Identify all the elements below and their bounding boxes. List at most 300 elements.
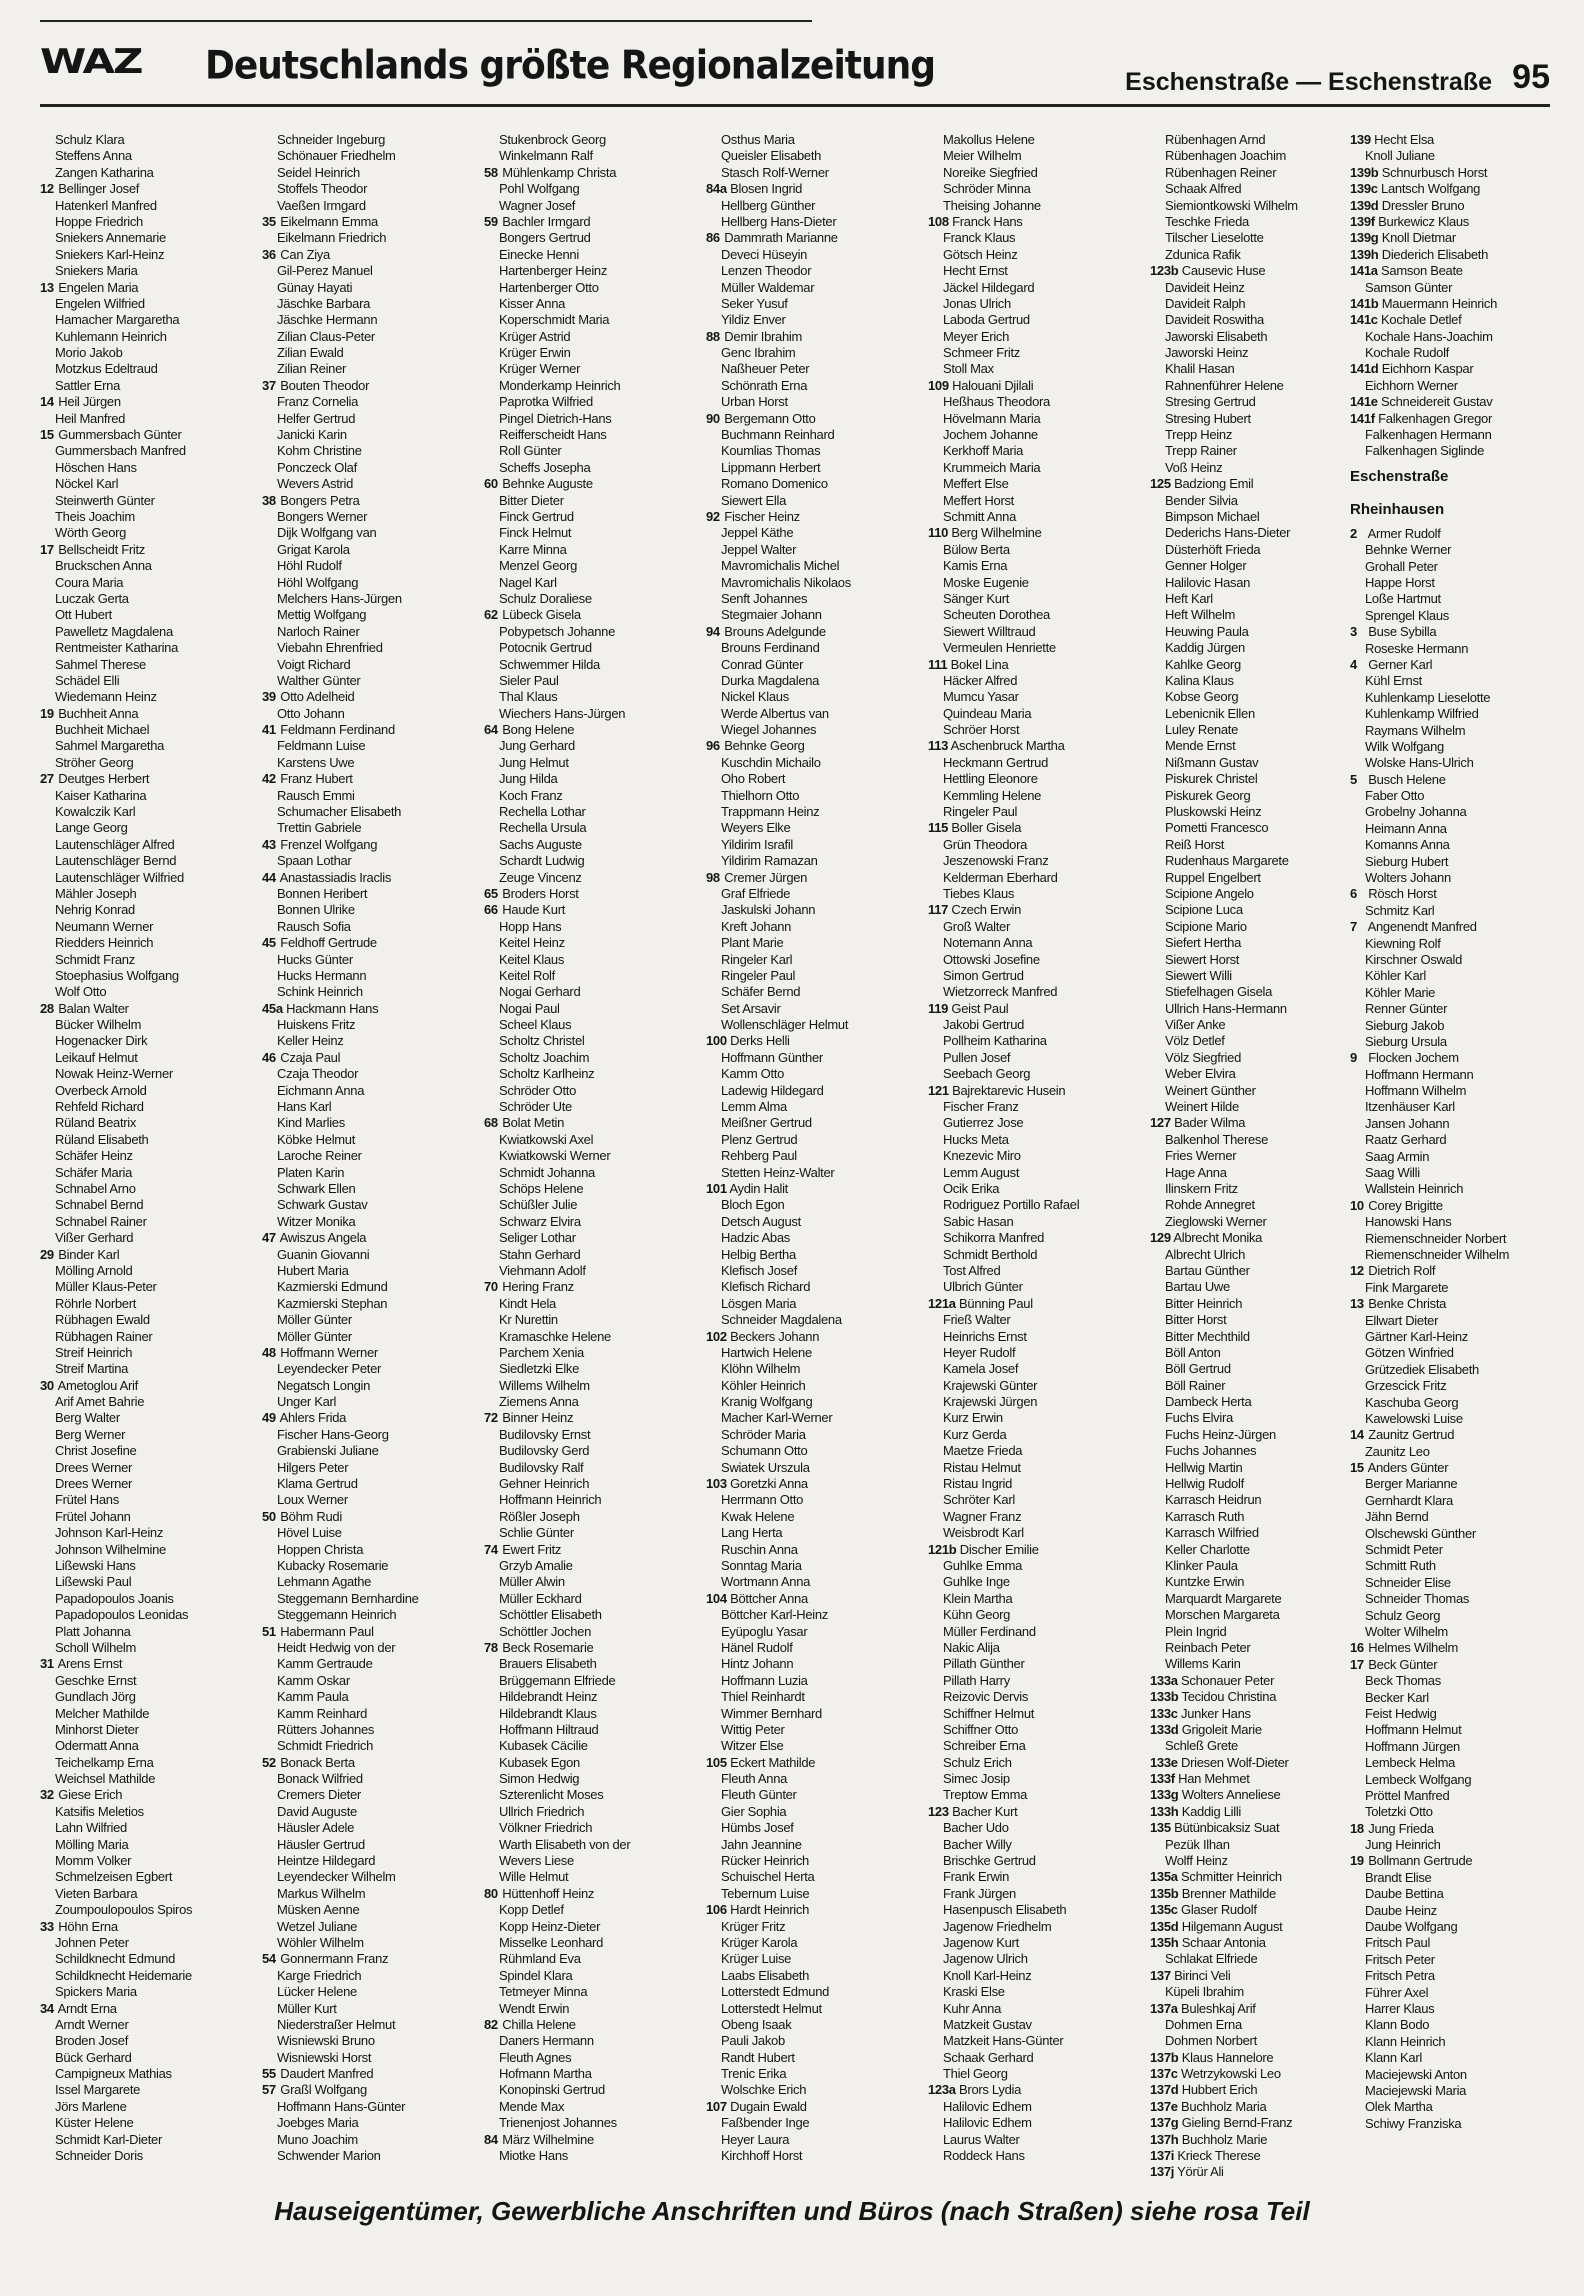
resident-entry: Viehmann Adolf [499,1262,586,1278]
house-number: 137 [1150,1967,1171,1983]
resident-entry: Albrecht Ulrich [1165,1246,1246,1262]
resident-entry: Simon Gertrud [943,967,1024,983]
resident-entry: Schneider Elise [1365,1574,1451,1590]
house-number: 141c [1350,312,1378,328]
resident-entry: Kalina Klaus [1165,672,1234,688]
resident-entry: Randt Hubert [721,2049,795,2065]
resident-entry: Jeszenowski Franz [943,853,1049,869]
resident-entry: Karre Minna [499,541,567,557]
resident-entry: Nakic Alija [943,1639,1000,1655]
resident-entry: Karstens Uwe [277,754,355,770]
resident-entry: 115 Boller Gisela [928,820,1022,836]
resident-entry: Schäfer Maria [55,1164,133,1180]
house-number: 121a [928,1295,956,1311]
house-number: 42 [262,771,276,787]
resident-entry: Wagner Josef [499,197,576,213]
resident-entry: Romano Domenico [721,476,828,492]
resident-entry: Wevers Astrid [277,476,354,492]
resident-entry: Walther Günter [277,672,361,688]
resident-entry: Jaworski Elisabeth [1165,328,1268,344]
resident-entry: Hoffmann Hans-Günter [277,2098,406,2114]
house-number: 141a [1350,263,1378,279]
resident-entry: Kramaschke Helene [499,1328,611,1344]
resident-entry: Siewert Horst [1165,951,1240,967]
resident-entry: Hoppe Friedrich [55,213,143,229]
resident-entry: Szterenlicht Moses [499,1787,604,1803]
resident-entry: 109 Halouani Djilali [928,377,1034,393]
resident-entry: 54 Gonnermann Franz [262,1951,389,1967]
resident-entry: Knezevic Miro [943,1148,1021,1164]
house-number: 121b [928,1541,957,1557]
resident-entry: Lange Georg [55,820,128,836]
resident-entry: Wallstein Heinrich [1365,1181,1464,1197]
resident-entry: Hoffmann Heinrich [499,1492,602,1508]
house-number: 133f [1150,1771,1175,1787]
resident-entry: 12 Bellinger Josef [40,181,140,197]
house-number: 102 [706,1328,727,1344]
resident-entry: 113 Aschenbruck Martha [928,738,1065,754]
resident-entry: Neumann Werner [55,918,154,934]
resident-entry: Thiel Reinhardt [721,1689,805,1705]
resident-entry: 78 Beck Rosemarie [484,1639,594,1655]
resident-entry: Treptow Emma [943,1787,1028,1803]
resident-entry: Drees Werner [55,1459,133,1475]
resident-entry: Monderkamp Heinrich [499,377,621,393]
resident-entry: Schneider Thomas [1365,1591,1470,1607]
resident-entry: 33 Höhn Erna [40,1918,118,1934]
house-number: 4 [1350,656,1357,672]
house-number: 115 [928,820,949,836]
resident-entry: Durka Magdalena [721,672,820,688]
resident-entry: 135d Hilgemann August [1150,1918,1283,1934]
resident-entry: Buchmann Reinhard [721,427,835,443]
resident-entry: 139g Knoll Dietmar [1350,230,1456,246]
resident-entry: Kiewning Rolf [1365,935,1441,951]
resident-entry: Helfer Gertrud [277,410,356,426]
house-number: 90 [706,410,720,426]
resident-entry: Becker Karl [1365,1689,1429,1705]
resident-entry: Schröder Minna [943,181,1031,197]
resident-entry: Hogenacker Dirk [55,1033,148,1049]
resident-entry: Steggemann Heinrich [277,1607,397,1623]
resident-entry: Sahmel Margaretha [55,738,165,754]
resident-entry: Nißmann Gustav [1165,754,1259,770]
resident-entry: Jaskulski Johann [721,902,816,918]
resident-entry: Weber Elvira [1165,1066,1236,1082]
resident-entry: Guhlke Inge [943,1574,1010,1590]
resident-entry: Stiefelhagen Gisela [1165,984,1273,1000]
resident-entry: 141b Mauermann Heinrich [1350,295,1498,311]
resident-entry: Kaiser Katharina [55,787,147,803]
resident-entry: Hoffmann Jürgen [1365,1738,1460,1754]
resident-entry: Meißner Gertrud [721,1115,812,1131]
resident-entry: Willems Wilhelm [499,1377,590,1393]
resident-entry: Ellwart Dieter [1365,1312,1439,1328]
resident-entry: Wolters Johann [1365,870,1451,886]
resident-entry: Fuchs Heinz-Jürgen [1165,1426,1276,1442]
resident-entry: Vermeulen Henriette [943,640,1056,656]
resident-entry: Ullrich Hans-Hermann [1165,1000,1287,1016]
resident-entry: Zilian Reiner [277,361,347,377]
resident-entry: 121b Discher Emilie [928,1541,1039,1557]
resident-entry: 110 Berg Wilhelmine [928,525,1042,541]
resident-entry: Schmelzeisen Egbert [55,1869,173,1885]
house-number: 139g [1350,230,1379,246]
resident-entry: Siewert Willtraud [943,623,1036,639]
resident-entry: Krüger Luise [721,1951,792,1967]
resident-entry: Krüger Astrid [499,328,571,344]
resident-entry: Olek Martha [1365,2099,1433,2115]
resident-entry: Kopp Heinz-Dieter [499,1918,601,1934]
house-number: 135h [1150,1934,1179,1950]
resident-entry: Franck Klaus [943,230,1016,246]
resident-entry: Luczak Gerta [55,590,129,606]
resident-entry: Böll Gertrud [1165,1361,1231,1377]
resident-entry: Morio Jakob [55,345,123,361]
resident-entry: Hanowski Hans [1365,1214,1452,1230]
resident-entry: Karrasch Ruth [1165,1508,1245,1524]
resident-entry: 125 Badziong Emil [1150,476,1254,492]
resident-entry: Berg Walter [55,1410,120,1426]
resident-entry: Zoumpoulopoulos Spiros [55,1902,193,1918]
resident-entry: Wolf Otto [55,984,107,1000]
resident-entry: Gernhardt Klara [1365,1492,1453,1508]
resident-entry: 74 Ewert Fritz [484,1541,562,1557]
resident-entry: Jakobi Gertrud [943,1017,1025,1033]
resident-entry: Heimann Anna [1365,820,1447,836]
resident-entry: Schmidt Franz [55,951,135,967]
house-number: 54 [262,1951,276,1967]
resident-entry: Fuchs Johannes [1165,1443,1257,1459]
resident-entry: Urban Horst [721,394,788,410]
resident-entry: Schöps Helene [499,1181,584,1196]
resident-entry: Sabic Hasan [943,1213,1014,1229]
resident-entry: 100 Derks Helli [706,1033,790,1049]
resident-entry: Renner Günter [1365,1001,1448,1017]
resident-entry: Sänger Kurt [943,590,1010,606]
resident-entry: Schröder Otto [499,1082,577,1098]
resident-entry: Schink Heinrich [277,984,363,1000]
house-number: 135c [1150,1902,1178,1918]
resident-entry: Rühmland Eva [499,1951,581,1967]
resident-entry: Thal Klaus [499,689,558,705]
resident-entry: Hoffmann Helmut [1365,1722,1462,1738]
resident-entry: Rahnenführer Helene [1165,377,1284,393]
directory-column-1 [40,132,256,2164]
resident-entry: Minhorst Dieter [55,1721,139,1737]
resident-entry: Berg Werner [55,1426,126,1442]
resident-entry: 121a Bünning Paul [928,1295,1033,1311]
resident-entry: Steinwerth Günter [55,492,155,508]
resident-entry: Rübhagen Ewald [55,1312,150,1328]
resident-entry: Müller Eckhard [499,1590,582,1606]
resident-entry: Fuchs Elvira [1165,1410,1233,1426]
resident-entry: 102 Beckers Johann [706,1328,820,1344]
resident-entry: 104 Böttcher Anna [706,1590,808,1606]
house-number: 133g [1150,1787,1179,1803]
resident-entry: Schuischel Herta [721,1869,815,1885]
resident-entry: Katsifis Meletios [55,1803,144,1819]
house-number: 133d [1150,1721,1179,1737]
resident-entry: Niederstraßer Helmut [277,2016,396,2032]
resident-entry: Yildiz Enver [721,312,786,328]
resident-entry: Schiffner Helmut [943,1705,1035,1721]
resident-entry: Budilovsky Ralf [499,1459,584,1475]
resident-entry: Reifferscheidt Hans [499,427,607,443]
resident-entry: Bücker Wilhelm [55,1017,142,1033]
resident-entry: Röhrle Norbert [55,1295,137,1311]
house-number: 139d [1350,197,1379,213]
resident-entry: Wendt Erwin [499,2000,570,2016]
house-number: 33 [40,1918,54,1934]
resident-entry: Johnson Karl-Heinz [55,1525,164,1541]
resident-entry: Trappmann Heinz [721,804,820,820]
house-number: 47 [262,1230,276,1246]
resident-entry: Bongers Gertrud [499,230,591,246]
resident-entry: Pobypetsch Johanne [499,623,616,639]
resident-entry: Brauers Elisabeth [499,1656,597,1672]
resident-entry: Fischer Franz [943,1099,1019,1115]
house-number: 110 [928,525,949,541]
resident-entry: Hoffmann Günther [721,1049,823,1065]
resident-entry: Feldmann Luise [277,738,366,754]
resident-entry: Kuhlenkamp Lieselotte [1365,689,1491,705]
resident-entry: Nickel Klaus [721,689,789,705]
resident-entry: Wolff Heinz [1165,1853,1228,1869]
resident-entry: Deveci Hüseyin [721,246,808,262]
resident-entry: 41 Feldmann Ferdinand [262,722,395,738]
resident-entry: Fleuth Günter [721,1787,797,1803]
resident-entry: Schwemmer Hilda [499,656,600,672]
resident-entry: Grützediek Elisabeth [1365,1361,1479,1377]
resident-entry: Matzkeit Hans-Günter [943,2033,1064,2049]
resident-entry: Scholtz Karlheinz [499,1066,595,1082]
house-number: 7 [1350,919,1357,935]
resident-entry: Brischke Gertrud [943,1853,1036,1869]
house-number: 18 [1350,1820,1364,1836]
resident-entry: 133c Junker Hans [1150,1705,1251,1721]
resident-entry: Voß Heinz [1165,459,1223,475]
resident-entry: Kraski Else [943,1984,1005,2000]
resident-entry: Pometti Francesco [1165,820,1269,836]
resident-entry: Kemmling Helene [943,787,1042,803]
resident-entry: Coura Maria [55,574,124,590]
resident-entry: Ristau Ingrid [943,1476,1013,1492]
resident-entry: Konopinski Gertrud [499,2082,605,2098]
resident-entry: Olschewski Günther [1365,1525,1476,1541]
house-number: 37 [262,377,276,393]
resident-entry: Genner Holger [1165,558,1247,574]
resident-entry: Scipione Angelo [1165,885,1254,901]
resident-entry: Menzel Georg [499,558,578,574]
resident-entry: Feist Hedwig [1365,1705,1437,1721]
resident-entry: Rausch Emmi [277,787,355,803]
resident-entry: Stresing Gertrud [1165,394,1256,410]
resident-entry: Buchheit Michael [55,722,150,738]
resident-entry: Häusler Adele [277,1820,355,1836]
resident-entry: Pillath Günther [943,1656,1025,1672]
resident-entry: Daube Wolfgang [1365,1919,1458,1935]
resident-entry: Vaeßen Irmgard [277,197,366,213]
house-number: 16 [1350,1640,1364,1656]
resident-entry: Müller Klaus-Peter [55,1279,157,1295]
house-number: 2 [1350,525,1357,541]
resident-entry: Weinert Günther [1165,1082,1256,1098]
resident-entry: Unger Karl [277,1394,337,1410]
resident-entry: Meffert Horst [943,492,1014,508]
resident-entry: Tost Alfred [943,1262,1001,1278]
house-number: 60 [484,476,498,492]
resident-entry: Sahmel Therese [55,656,146,672]
resident-entry: 70 Hering Franz [484,1279,574,1295]
resident-entry: Motzkus Edeltraud [55,361,158,377]
resident-entry: Queisler Elisabeth [721,148,822,164]
resident-entry: Ullrich Friedrich [499,1803,585,1819]
resident-entry: 52 Bonack Berta [262,1754,355,1770]
resident-entry: Fritsch Paul [1365,1935,1431,1951]
house-number: 137c [1150,2066,1178,2082]
house-number: 55 [262,2066,276,2082]
resident-entry: Leyendecker Wilhelm [277,1869,396,1885]
resident-entry: Happe Horst [1365,574,1435,590]
resident-entry: Klann Karl [1365,2050,1422,2066]
resident-entry: Schröder Ute [499,1099,572,1115]
resident-entry: Meffert Else [943,476,1009,492]
resident-entry: Wimmer Bernhard [721,1705,822,1721]
house-number: 32 [40,1787,54,1803]
resident-entry: Kindt Hela [499,1295,556,1311]
resident-entry: Böll Anton [1165,1344,1221,1360]
resident-entry: Bacher Udo [943,1820,1009,1836]
resident-entry: Ringeler Karl [721,951,793,967]
resident-entry: Hellwig Rudolf [1165,1476,1244,1492]
resident-entry: Papadopoulos Leonidas [55,1607,189,1623]
resident-entry: Schönrath Erna [721,377,808,393]
resident-entry: 7 Angenendt Manfred [1350,919,1477,935]
resident-entry: Rehfeld Richard [55,1099,144,1115]
resident-entry: 119 Geist Paul [928,1000,1009,1016]
resident-entry: Arif Amet Bahrie [55,1394,145,1410]
resident-entry: Karrasch Wilfried [1165,1525,1259,1541]
resident-entry: Czaja Theodor [277,1066,359,1082]
resident-entry: Kawelowski Luise [1365,1410,1463,1426]
resident-entry: Theis Joachim [55,508,135,524]
resident-entry: Karrasch Heidrun [1165,1492,1262,1508]
resident-entry: Werde Albertus van [721,705,829,721]
house-number: 133h [1150,1803,1179,1819]
resident-entry: 127 Bader Wilma [1150,1115,1246,1131]
resident-entry: Kahlke Georg [1165,656,1241,672]
resident-entry: Teichelkamp Erna [55,1754,154,1770]
resident-entry: Schardt Ludwig [499,853,585,869]
resident-entry: Frank Jürgen [943,1885,1016,1901]
resident-entry: 141a Samson Beate [1350,263,1463,279]
resident-entry: Schmitt Ruth [1365,1558,1436,1574]
resident-entry: Sachs Auguste [499,836,582,852]
directory-column-6 [1150,132,1366,2181]
resident-entry: Schneider Ingeburg [277,132,386,147]
resident-entry: Franz Cornelia [277,394,359,410]
resident-entry: Häusler Gertrud [277,1836,365,1852]
house-number: 113 [928,738,949,754]
resident-entry: Budilovsky Gerd [499,1443,590,1459]
house-number: 3 [1350,624,1357,640]
house-number: 139c [1350,181,1378,197]
resident-entry: Momm Volker [55,1853,132,1869]
resident-entry: Rübenhagen Arnd [1165,132,1266,147]
resident-entry: Graf Elfriede [721,885,791,901]
resident-entry: Weisbrodt Karl [943,1525,1024,1541]
house-number: 45 [262,935,276,951]
resident-entry: 135h Schaar Antonia [1150,1934,1266,1950]
house-number: 30 [40,1377,54,1393]
resident-entry: Schwarz Elvira [499,1213,581,1229]
resident-entry: Roddeck Hans [943,2148,1025,2164]
house-number: 108 [928,213,949,229]
resident-entry: 28 Balan Walter [40,1000,129,1016]
house-number: 12 [40,181,54,197]
resident-entry: Vißer Gerhard [55,1230,134,1246]
resident-entry: Schmidt Peter [1365,1542,1443,1558]
resident-entry: Lenzen Theodor [721,263,812,279]
resident-entry: Bonack Wilfried [277,1771,363,1787]
resident-entry: Hasenpusch Elisabeth [943,1902,1067,1918]
resident-entry: 17 Beck Günter [1350,1656,1438,1672]
resident-entry: Steggemann Bernhardine [277,1590,419,1606]
resident-entry: Schmidt Karl-Dieter [55,2131,162,2147]
resident-entry: Spickers Maria [55,1984,137,2000]
resident-entry: Kuntzke Erwin [1165,1574,1245,1590]
resident-entry: Scheel Klaus [499,1017,572,1033]
resident-entry: Kazmierski Edmund [277,1279,388,1295]
house-number: 119 [928,1000,949,1016]
resident-entry: Heßhaus Theodora [943,394,1050,410]
resident-entry: Nogai Gerhard [499,984,581,1000]
resident-entry: 123b Causevic Huse [1150,263,1266,279]
resident-entry: 62 Lübeck Gisela [484,607,581,623]
resident-entry: Ilinskern Fritz [1165,1181,1238,1196]
resident-entry: Jonas Ulrich [943,295,1011,311]
resident-entry: Klein Martha [943,1590,1013,1606]
house-number: 12 [1350,1263,1364,1279]
resident-entry: Keller Heinz [277,1033,344,1049]
house-number: 106 [706,1902,727,1918]
resident-entry: Misselke Leonhard [499,1934,604,1950]
resident-entry: Hintz Johann [721,1656,794,1672]
resident-entry: Wille Helmut [499,1869,569,1885]
resident-entry: Otto Johann [277,705,345,721]
resident-entry: 108 Franck Hans [928,213,1023,229]
house-number: 135a [1150,1869,1178,1885]
resident-entry: 4 Gerner Karl [1350,656,1433,672]
resident-entry: 117 Czech Erwin [928,902,1022,918]
resident-entry: Simec Josip [943,1771,1010,1787]
resident-entry: Engelen Wilfried [55,295,145,311]
resident-entry: Rübenhagen Joachim [1165,148,1287,164]
house-number: 64 [484,722,498,738]
resident-entry: Tilscher Lieselotte [1165,230,1264,246]
resident-entry: Nöckel Karl [55,476,119,492]
resident-entry: Jäschke Barbara [277,295,371,311]
resident-entry: Müller Alwin [499,1574,565,1590]
resident-entry: 32 Giese Erich [40,1787,123,1803]
resident-entry: Scholl Wilhelm [55,1639,137,1655]
resident-entry: 90 Bergemann Otto [706,410,816,426]
resident-entry: 123a Brors Lydia [928,2082,1022,2098]
resident-entry: Rohde Annegret [1165,1197,1255,1213]
resident-entry: Schmidt Johanna [499,1164,595,1180]
resident-entry: Grzescick Fritz [1365,1378,1447,1394]
